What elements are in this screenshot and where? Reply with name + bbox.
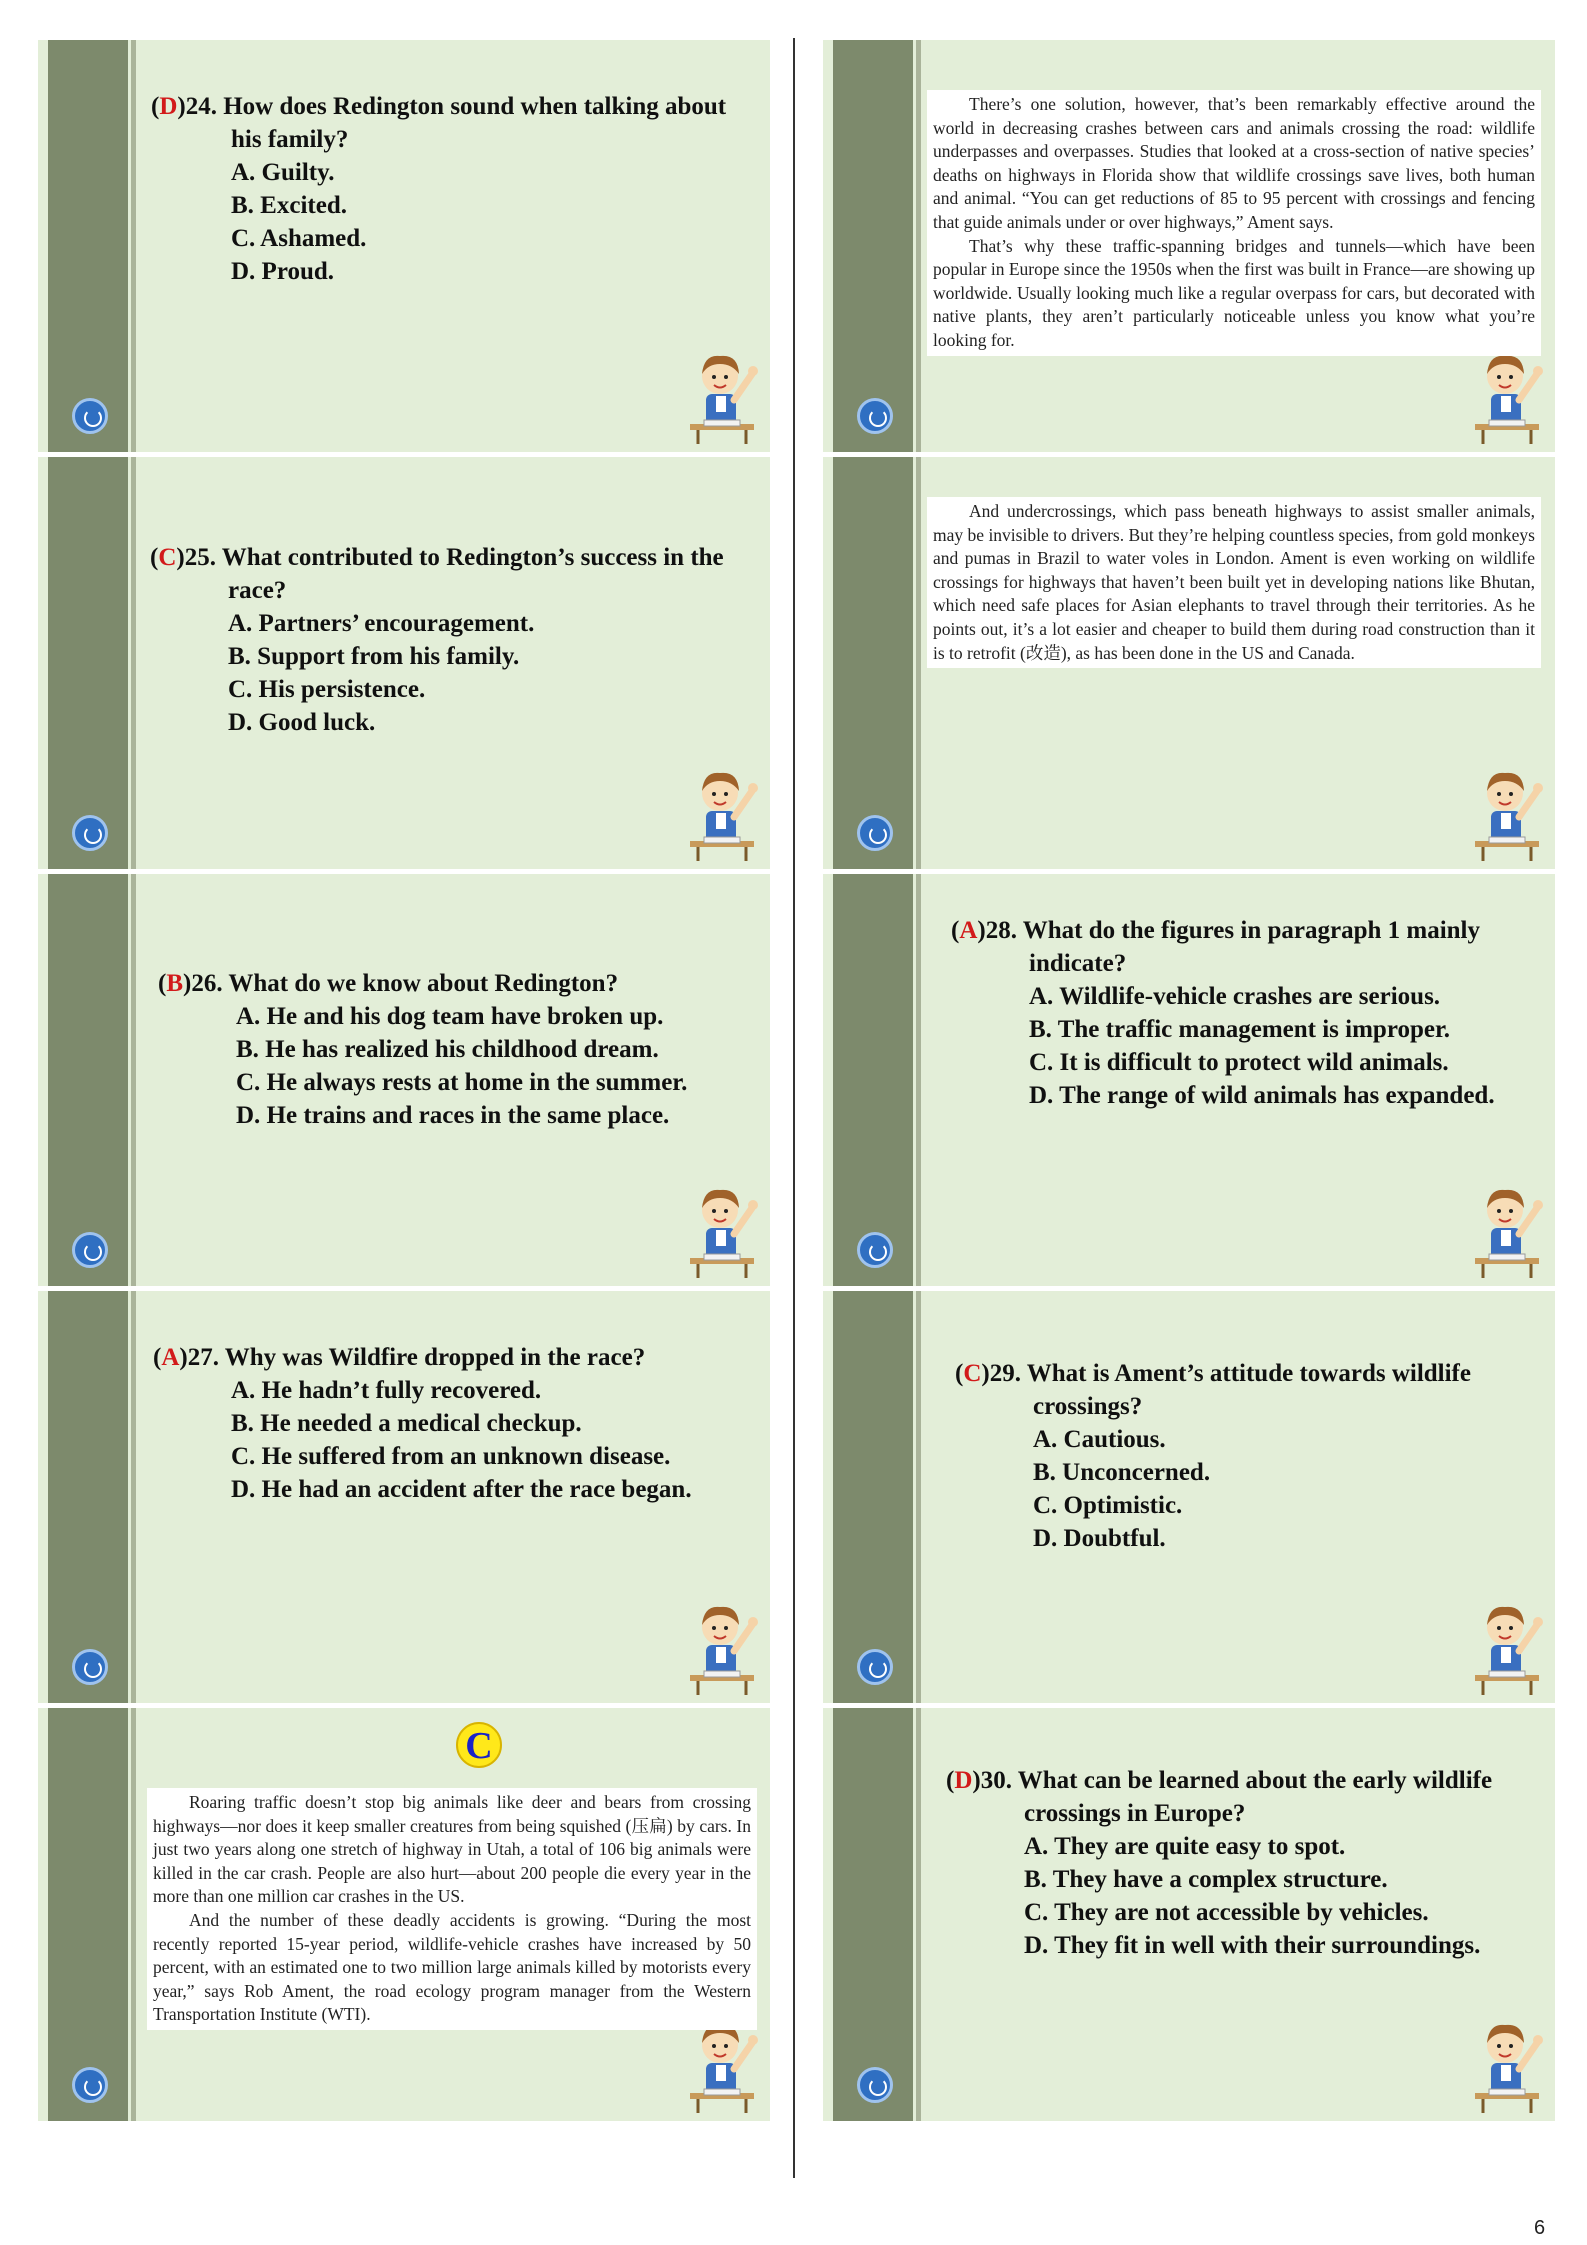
question-text: Why was Wildfire dropped in the race?: [224, 1344, 646, 1371]
option-a: A. He and his dog team have broken up.: [236, 1003, 664, 1030]
option-b: B. They have a complex structure.: [1024, 1866, 1388, 1893]
sidebar-bar: [833, 457, 913, 869]
sidebar-bar: [833, 874, 913, 1286]
school-logo-icon: [72, 815, 108, 851]
question-27: (A)27. Why was Wildfire dropped in the race? A. He hadn’t fully recovered. B. He needed a medical checkup. C. He suffered from an unknown disease. D. He had an accident after the race began.: [153, 1341, 763, 1506]
boy-cartoon-icon: [684, 344, 762, 444]
boy-cartoon-icon: [1469, 1595, 1547, 1695]
option-c: C. He suffered from an unknown disease.: [231, 1443, 671, 1470]
passage-box: [147, 1788, 757, 2030]
question-26: (B)26. What do we know about Redington? A. He and his dog team have broken up. B. He has realized his childhood dream. C. He always rests at home in the summer. D. He trains and races in the same place.: [158, 967, 758, 1132]
question-number: 25: [184, 544, 210, 571]
sidebar-bar: [833, 1708, 913, 2121]
option-d: D. Proud.: [231, 258, 335, 285]
slide-q27: [38, 1291, 770, 1703]
option-d: D. Doubtful.: [1033, 1525, 1166, 1552]
option-c: C. Ashamed.: [231, 225, 367, 252]
option-a: A. Partners’ encouragement.: [228, 610, 535, 637]
sidebar-bar: [833, 40, 913, 452]
option-d: D. Good luck.: [228, 709, 376, 736]
question-29: (C)29. What is Ament’s attitude towards wildlife crossings? A. Cautious. B. Unconcerned. C. Optimistic. D. Doubtful.: [955, 1357, 1545, 1555]
option-b: B. The traffic management is improper.: [1029, 1016, 1451, 1043]
question-text: What do the figures in paragraph 1 mainly indicate?: [1022, 917, 1481, 977]
question-number: 26: [191, 970, 217, 997]
school-logo-icon: [72, 398, 108, 434]
slide-q25: [38, 457, 770, 869]
sidebar-bar: [48, 1708, 128, 2121]
sidebar-bar: [48, 1291, 128, 1703]
option-b: B. Support from his family.: [228, 643, 520, 670]
slide-q29: [823, 1291, 1555, 1703]
boy-cartoon-icon: [1469, 1178, 1547, 1278]
option-c: C. He always rests at home in the summer.: [236, 1069, 688, 1096]
answer-letter: C: [963, 1360, 982, 1387]
school-logo-icon: [72, 1232, 108, 1268]
question-text: What do we know about Redington?: [228, 970, 619, 997]
option-b: B. Excited.: [231, 192, 347, 219]
answer-letter: D: [159, 93, 178, 120]
boy-cartoon-icon: [1469, 2013, 1547, 2113]
option-a: A. Guilty.: [231, 159, 335, 186]
page-number: 6: [1534, 2217, 1546, 2239]
question-text: What can be learned about the early wildlife crossings in Europe?: [1017, 1767, 1493, 1827]
option-c: C. It is difficult to protect wild animals.: [1029, 1049, 1449, 1076]
option-a: A. Wildlife-vehicle crashes are serious.: [1029, 983, 1441, 1010]
passage-paragraph-3: There’s one solution, however, that’s been remarkably effective around the world in decreasing crashes between cars and animals crossing the road: wildlife underpasses and overpasses. Studies that looked at a cross-section of native species’ deaths on highways in Florida show that wildlife crossings save lives, both human and animal. “You can get reductions of 85 to 95 percent with crossings and fencing that guide animals under or over highways,” Ament says.: [933, 94, 1535, 232]
boy-cartoon-icon: [1469, 761, 1547, 861]
option-b: B. He needed a medical checkup.: [231, 1410, 582, 1437]
option-d: D. He had an accident after the race began.: [231, 1476, 692, 1503]
passage-paragraph-4: That’s why these traffic-spanning bridges and tunnels—which have been popular in Europe since the 1950s when the first was built in France—are showing up worldwide. Usually looking much like a regular overpass for cars, but decorated with native plants, they aren’t particularly noticeable unless you know what you’re looking for.: [933, 235, 1535, 350]
question-number: 24: [185, 93, 211, 120]
passage-paragraph-2: And the number of these deadly accidents is growing. “During the most recently reported 15-year period, wildlife-vehicle crashes have increased by 50 percent, with an estimated one to two million large animals killed by motorists every year,” says Rob Ament, the road ecology program manager from the Western Transportation Institute (WTI).: [153, 1909, 751, 2025]
question-text: How does Redington sound when talking about his family?: [223, 93, 727, 153]
question-28: (A)28. What do the figures in paragraph 1 mainly indicate? A. Wildlife-vehicle crashes are serious. B. The traffic management is improper. C. It is difficult to protect wild animals. D. The range of wild animals has expanded.: [951, 914, 1541, 1112]
answer-letter: D: [954, 1767, 973, 1794]
school-logo-icon: [72, 1649, 108, 1685]
slide-q28: [823, 874, 1555, 1286]
option-d: D. The range of wild animals has expanded.: [1029, 1082, 1495, 1109]
school-logo-icon: [857, 398, 893, 434]
option-b: B. He has realized his childhood dream.: [236, 1036, 659, 1063]
option-d: D. He trains and races in the same place.: [236, 1102, 670, 1129]
sidebar-bar: [833, 1291, 913, 1703]
boy-cartoon-icon: [684, 1595, 762, 1695]
answer-letter: C: [158, 544, 177, 571]
option-a: A. Cautious.: [1033, 1426, 1166, 1453]
question-text: What is Ament’s attitude towards wildlife crossings?: [1026, 1360, 1471, 1420]
answer-letter: A: [161, 1344, 180, 1371]
slide-passage-2: [823, 40, 1555, 452]
slide-q30: [823, 1708, 1555, 2121]
option-a: A. He hadn’t fully recovered.: [231, 1377, 542, 1404]
sidebar-bar: [48, 457, 128, 869]
boy-cartoon-icon: [684, 761, 762, 861]
sidebar-bar: [48, 874, 128, 1286]
school-logo-icon: [857, 815, 893, 851]
question-30: (D)30. What can be learned about the early wildlife crossings in Europe? A. They are quite easy to spot. B. They have a complex structure. C. They are not accessible by vehicles. D. They fit in well with their surroundings.: [946, 1764, 1546, 1962]
question-24: (D)24. How does Redington sound when talking about his family? A. Guilty. B. Excited. C. Ashamed. D. Proud.: [153, 90, 753, 288]
option-c: C. His persistence.: [228, 676, 426, 703]
question-number: 27: [187, 1344, 213, 1371]
answer-letter: B: [166, 970, 184, 997]
passage-paragraph-1: Roaring traffic doesn’t stop big animals like deer and bears from crossing highways—nor does it keep smaller creatures from being squished (压扁) by cars. In just two years along one stretch of highway in Utah, a total of 106 big animals were killed in the car crash. People are also hurt—about 200 people die every year in the more than one million car crashes in the US.: [153, 1792, 751, 1907]
slide-q26: [38, 874, 770, 1286]
passage-paragraph-5: And undercrossings, which pass beneath highways to assist smaller animals, may be invisible to drivers. But they’re helping countless species, from gold monkeys and pumas in Brazil to water voles in London. Ament is even working on wildlife crossings for highways that haven’t been built yet in developing nations like Bhutan, which need safe places for Asian elephants to travel through their territories. As he points out, it’s a lot easier and cheaper to build them during road construction than it is to retrofit (改造), as has been done in the US and Canada.: [933, 501, 1535, 663]
slide-passage-c: [38, 1708, 770, 2121]
question-text: What contributed to Redington’s success in the race?: [221, 544, 724, 604]
question-number: 28: [985, 917, 1011, 944]
answer-letter: A: [959, 917, 978, 944]
column-divider: [793, 38, 795, 2178]
question-25: (C)25. What contributed to Redington’s success in the race? A. Partners’ encouragement. B. Support from his family. C. His persistence. D. Good luck.: [150, 541, 750, 739]
question-number: 29: [989, 1360, 1015, 1387]
boy-cartoon-icon: [1469, 344, 1547, 444]
boy-cartoon-icon: [684, 1178, 762, 1278]
option-b: B. Unconcerned.: [1033, 1459, 1211, 1486]
option-a: A. They are quite easy to spot.: [1024, 1833, 1346, 1860]
school-logo-icon: [857, 2067, 893, 2103]
passage-box: [927, 90, 1541, 356]
school-logo-icon: [857, 1649, 893, 1685]
sidebar-bar: [48, 40, 128, 452]
section-badge: C: [456, 1722, 502, 1768]
school-logo-icon: [72, 2067, 108, 2103]
option-c: C. Optimistic.: [1033, 1492, 1183, 1519]
slide-passage-3: [823, 457, 1555, 869]
option-c: C. They are not accessible by vehicles.: [1024, 1899, 1429, 1926]
option-d: D. They fit in well with their surroundings.: [1024, 1932, 1481, 1959]
slide-q24: [38, 40, 770, 452]
passage-box: [927, 497, 1541, 668]
school-logo-icon: [857, 1232, 893, 1268]
question-number: 30: [980, 1767, 1006, 1794]
